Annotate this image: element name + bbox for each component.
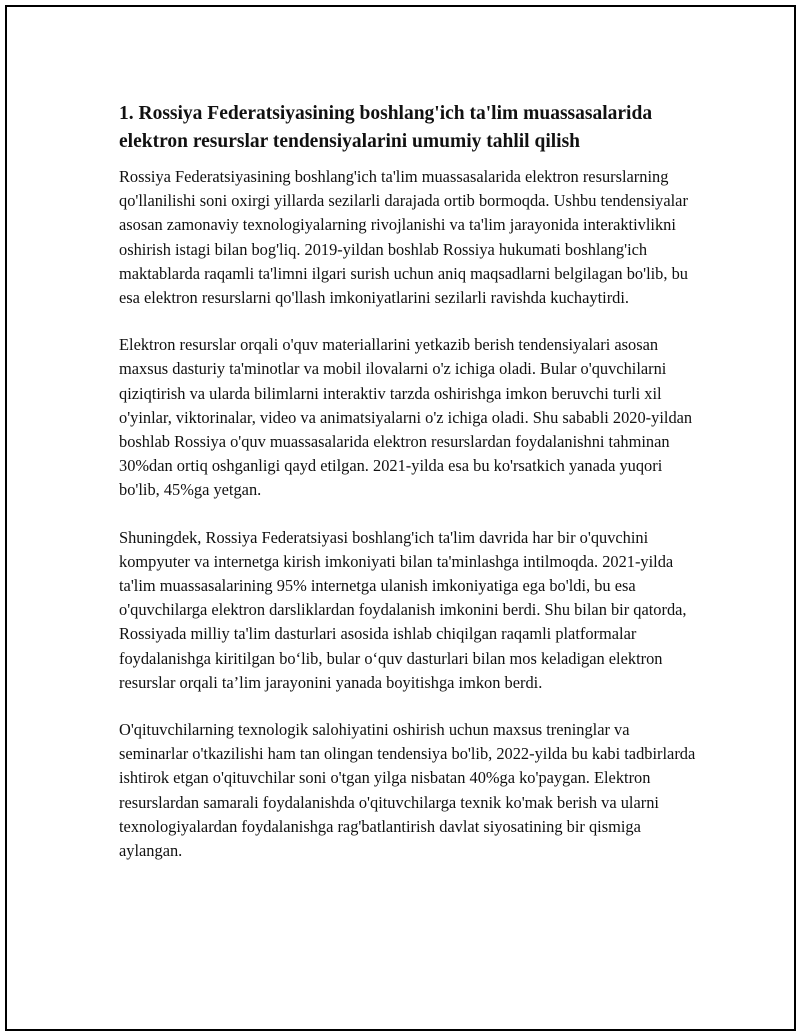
document-body	[119, 100, 699, 886]
paragraph: O'qituvchilarning texnologik salohiyatini oshirish uchun maxsus treninglar va seminarlar o'tkazilishi ham tan olingan tendensiya bo'lib, 2022-yilda bu kabi tadbirlarda ishtirok etgan o'qituvchilar soni o'tgan yilga nisbatan 40%ga ko'paygan. Elektron resurslardan samarali foydalanishda o'qituvchilarga texnik ko'mak berish va ularni texnologiyalardan foydalanishga rag'batlantirish davlat siyosatining bir qismiga aylangan.	[119, 720, 696, 861]
paragraph: Shuningdek, Rossiya Federatsiyasi boshlang'ich ta'lim davrida har bir o'quvchini kompyuter va internetga kirish imkoniyati bilan ta'minlashga intilmoqda. 2021-yilda ta'lim muassasalarining 95% internetga ulanish imkoniyatiga ega bo'ldi, bu esa o'quvchilarga elektron darsliklardan foydalanish imkonini berdi. Shu bilan bir qatorda, Rossiyada milliy ta'lim dasturlari asosida ishlab chiqilgan raqamli platformalar foydalanishga kiritilgan bo‘lib, bular o‘quv dasturlari bilan mos keladigan elektron resurslar orqali ta’lim jarayonini yanada boyitishga imkon berdi.	[119, 527, 687, 692]
section-heading: 1. Rossiya Federatsiyasining boshlang'ich ta'lim muassasalarida elektron resurslar tendensiyalarini umumiy tahlil qilish	[119, 103, 653, 152]
paragraph: Elektron resurslar orqali o'quv materiallarini yetkazib berish tendensiyalari asosan maxsus dasturiy ta'minotlar va mobil ilovalarni o'z ichiga oladi. Bular o'quvchilarni qiziqtirish va ularda bilimlarni interaktiv tarzda oshirishga imkon beruvchi turli xil o'yinlar, viktorinalar, video va animatsiyalarni o'z ichiga oladi. Shu sababli 2020-yildan boshlab Rossiya o'quv muassasalarida elektron resurslardan foydalanishni tahminan 30%dan ortiq oshganligi qayd etilgan. 2021-yilda esa bu ko'rsatkich yanada yuqori bo'lib, 45%ga yetgan.	[119, 335, 693, 500]
page-frame	[5, 5, 796, 1031]
paragraph: Rossiya Federatsiyasining boshlang'ich ta'lim muassasalarida elektron resurslarning qo'llanilishi soni oxirgi yillarda sezilarli darajada ortib bormoqda. Ushbu tendensiyalar asosan zamonaviy texnologiyalarning rivojlanishi va ta'lim jarayonida interaktivlikni oshirish istagi bilan bog'liq. 2019-yildan boshlab Rossiya hukumati boshlang'ich maktablarda raqamli ta'limni ilgari surish uchun aniq maqsadlarni belgilagan bo'lib, bu esa elektron resurslarni qo'llash imkoniyatlarini sezilarli ravishda kuchaytirdi.	[119, 167, 688, 308]
